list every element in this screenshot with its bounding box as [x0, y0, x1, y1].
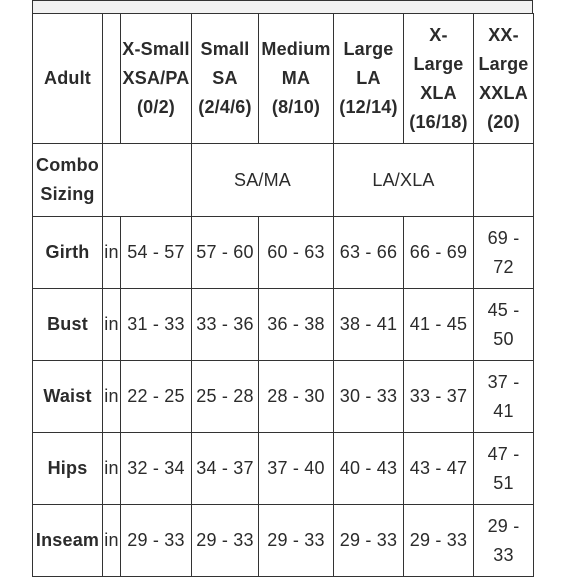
row-label-waist: Waist	[33, 361, 103, 433]
table-row	[33, 361, 534, 433]
size-header-xlarge	[404, 14, 474, 144]
size-code: XLA	[420, 82, 457, 103]
size-name: XX-	[488, 24, 519, 45]
table-top-band	[32, 0, 533, 13]
value-cell: 33 - 36	[192, 289, 259, 361]
value-cell: 28 - 30	[259, 361, 334, 433]
value-cell-xxl	[474, 361, 534, 433]
header-row	[33, 14, 534, 144]
size-name: X-Small	[122, 39, 190, 59]
unit-cell: in	[103, 217, 121, 289]
value-line: 69 -	[487, 227, 520, 248]
value-cell: 57 - 60	[192, 217, 259, 289]
unit-cell: in	[103, 433, 121, 505]
value-cell: 36 - 38	[259, 289, 334, 361]
table-row	[33, 289, 534, 361]
value-line: 47 -	[487, 443, 520, 464]
value-line: 45 -	[487, 299, 520, 320]
value-cell: 34 - 37	[192, 433, 259, 505]
size-header-medium	[259, 14, 334, 144]
combo-sizing-label	[33, 144, 103, 217]
size-numbers: (16/18)	[409, 111, 468, 132]
combo-blank-cell	[474, 144, 534, 217]
combo-group-sa-ma: SA/MA	[192, 144, 334, 217]
combo-group-la-xla: LA/XLA	[334, 144, 474, 217]
value-cell: 29 - 33	[404, 505, 474, 577]
value-cell: 33 - 37	[404, 361, 474, 433]
size-header-small	[192, 14, 259, 144]
value-line: 41	[493, 400, 514, 421]
size-numbers: (8/10)	[271, 97, 321, 117]
combo-label-line: Combo	[36, 155, 99, 175]
value-cell-xxl	[474, 289, 534, 361]
size-header-large	[334, 14, 404, 144]
size-name: Large	[343, 39, 394, 59]
value-cell: 66 - 69	[404, 217, 474, 289]
size-chart-table	[32, 13, 534, 577]
value-cell: 40 - 43	[334, 433, 404, 505]
value-cell: 37 - 40	[259, 433, 334, 505]
value-cell: 31 - 33	[121, 289, 192, 361]
value-cell-xxl	[474, 505, 534, 577]
value-line: 50	[493, 328, 514, 349]
size-code: XXLA	[479, 82, 528, 103]
value-cell: 60 - 63	[259, 217, 334, 289]
value-cell-xxl	[474, 217, 534, 289]
value-cell: 32 - 34	[121, 433, 192, 505]
value-line: 51	[493, 472, 514, 493]
size-name: Small	[200, 39, 250, 59]
value-cell: 29 - 33	[192, 505, 259, 577]
unit-cell: in	[103, 361, 121, 433]
value-line: 33	[493, 544, 514, 565]
row-label-girth: Girth	[33, 217, 103, 289]
table-row	[33, 505, 534, 577]
row-label-hips: Hips	[33, 433, 103, 505]
row-label-bust: Bust	[33, 289, 103, 361]
size-code: SA	[212, 68, 238, 88]
row-label-inseam: Inseam	[33, 505, 103, 577]
combo-blank-cell	[103, 144, 192, 217]
value-line: 37 -	[487, 371, 520, 392]
corner-label: Adult	[33, 14, 103, 144]
value-cell: 63 - 66	[334, 217, 404, 289]
value-cell: 29 - 33	[334, 505, 404, 577]
size-name: X-	[429, 24, 448, 45]
value-cell: 29 - 33	[259, 505, 334, 577]
value-line: 72	[493, 256, 514, 277]
unit-cell: in	[103, 289, 121, 361]
value-cell: 22 - 25	[121, 361, 192, 433]
combo-label-line: Sizing	[40, 184, 95, 204]
size-code: LA	[356, 68, 381, 88]
size-code: XSA/PA	[122, 68, 190, 88]
size-header-xxlarge	[474, 14, 534, 144]
size-numbers: (12/14)	[339, 97, 398, 117]
size-name: Large	[413, 53, 464, 74]
table-row	[33, 217, 534, 289]
value-cell: 38 - 41	[334, 289, 404, 361]
size-numbers: (0/2)	[136, 97, 175, 117]
value-cell: 29 - 33	[121, 505, 192, 577]
unit-cell: in	[103, 505, 121, 577]
unit-header-blank	[103, 14, 121, 144]
value-cell-xxl	[474, 433, 534, 505]
size-numbers: (20)	[487, 111, 520, 132]
size-numbers: (2/4/6)	[198, 97, 252, 117]
combo-sizing-row	[33, 144, 534, 217]
size-name: Medium	[261, 39, 331, 59]
size-header-xsmall	[121, 14, 192, 144]
value-line: 29 -	[487, 515, 520, 536]
value-cell: 54 - 57	[121, 217, 192, 289]
table-row	[33, 433, 534, 505]
value-cell: 25 - 28	[192, 361, 259, 433]
value-cell: 30 - 33	[334, 361, 404, 433]
value-cell: 43 - 47	[404, 433, 474, 505]
value-cell: 41 - 45	[404, 289, 474, 361]
size-name: Large	[478, 53, 529, 74]
size-code: MA	[281, 68, 311, 88]
